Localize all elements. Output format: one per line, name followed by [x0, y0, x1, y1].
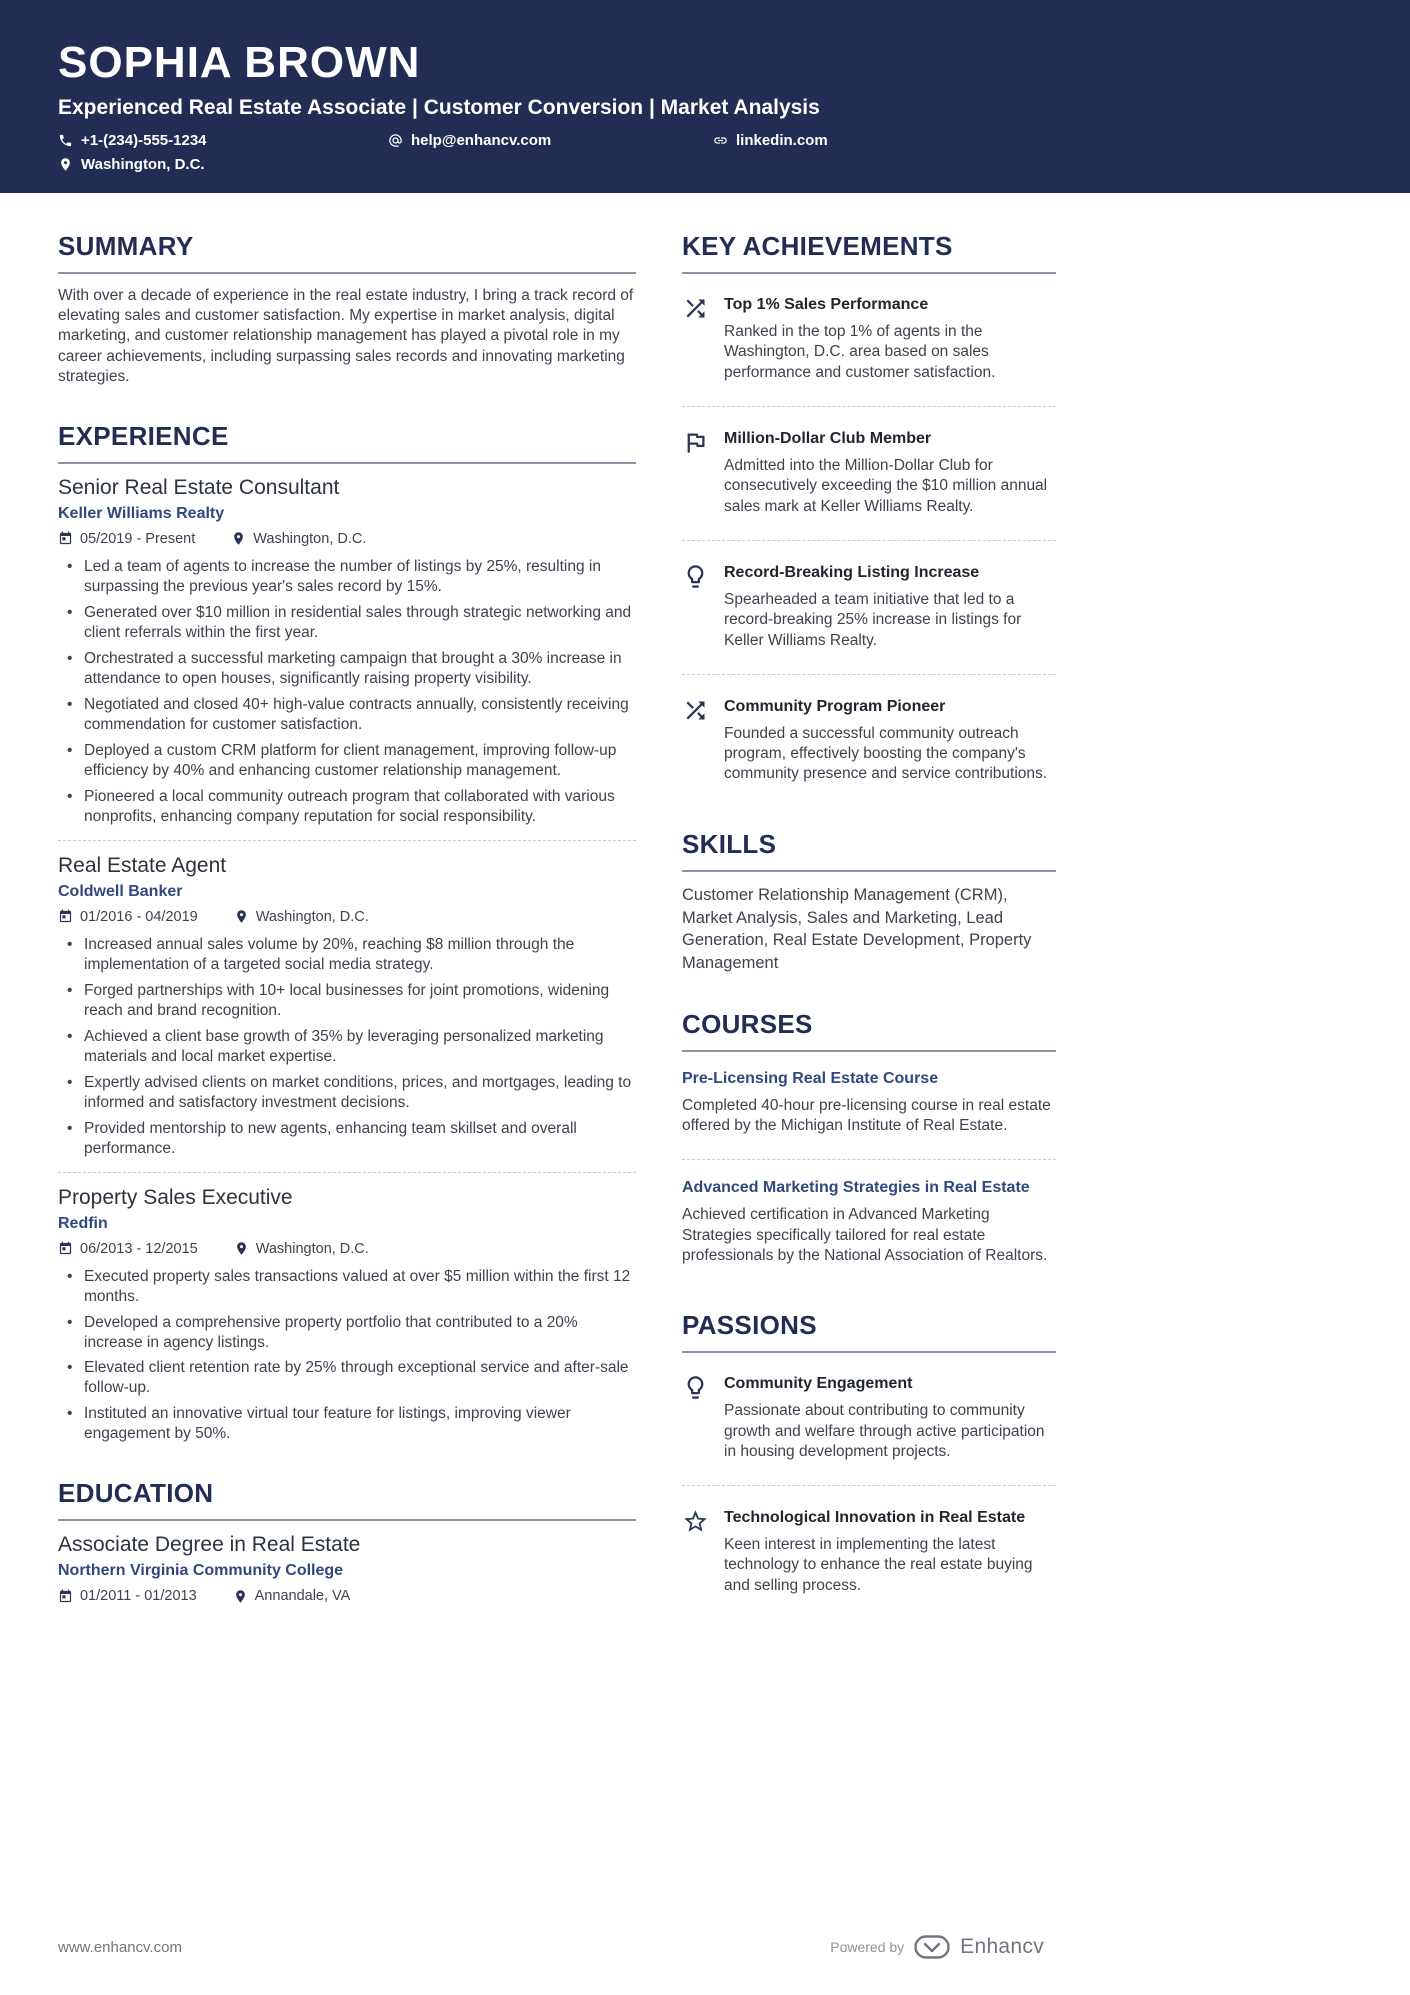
bullet: • Provided mentorship to new agents, enhancing team skillset and overall performance.	[58, 1119, 636, 1159]
passions-heading: PASSIONS	[682, 1310, 1056, 1353]
job-dates	[58, 1241, 198, 1257]
phone-text: +1-(234)-555-1234	[81, 132, 207, 150]
job-entry	[58, 476, 636, 827]
divider	[682, 540, 1056, 541]
calendar-icon	[58, 1241, 73, 1256]
experience-section	[58, 421, 636, 1445]
job-location	[234, 909, 369, 925]
bullet: • Orchestrated a successful marketing campaign that brought a 30% increase in attendance to open houses, significantly raising property visibility.	[58, 649, 636, 689]
school-name: Northern Virginia Community College	[58, 1562, 344, 1580]
email-link[interactable]	[388, 132, 713, 149]
passions-section	[682, 1310, 1056, 1606]
skills-heading: SKILLS	[682, 829, 1056, 872]
passion-text: Keen interest in implementing the latest technology to enhance the real estate buying and selling process.	[724, 1536, 1033, 1594]
experience-heading: EXPERIENCE	[58, 421, 636, 464]
trending-arrows-icon	[682, 696, 711, 785]
calendar-icon	[58, 1589, 73, 1604]
company-name: Coldwell Banker	[58, 882, 183, 900]
powered-by-label: Powered by	[830, 1939, 905, 1955]
location-text: Washington, D.C.	[81, 156, 205, 174]
divider	[682, 406, 1056, 407]
course-text: Completed 40-hour pre-licensing course in real estate offered by the Michigan Institute of Real Estate.	[682, 1096, 1051, 1135]
education-dates	[58, 1588, 197, 1604]
bullet: • Expertly advised clients on market conditions, prices, and mortgages, leading to informed and satisfactory investment decisions.	[58, 1073, 636, 1113]
page-footer	[58, 1935, 1044, 1959]
name: SOPHIA BROWN	[58, 38, 421, 87]
summary-text: With over a decade of experience in the real estate industry, I bring a track record of elevating sales and customer satisfaction. My expertise in market analysis, digital marketing, and customer relationship management has played a pivotal role in my career achievements, including surpassing sales records and innovating marketing strategies.	[58, 287, 634, 385]
achievement-item	[682, 420, 1056, 527]
location	[58, 156, 205, 173]
contact-row	[58, 132, 1352, 149]
dates-text: 06/2013 - 12/2015	[80, 1240, 198, 1257]
location-text: Washington, D.C.	[255, 1240, 369, 1257]
linkedin-link[interactable]	[713, 132, 828, 149]
achievement-text: Spearheaded a team initiative that led to a record-breaking 25% increase in listings for Keller Williams Realty.	[724, 590, 1022, 649]
divider	[58, 1172, 636, 1173]
job-bullets	[58, 557, 636, 827]
linkedin-text: linkedin.com	[736, 132, 828, 150]
bullet: • Led a team of agents to increase the number of listings by 25%, resulting in surpassing the previous year's sales record by 15%.	[58, 557, 636, 597]
achievement-item	[682, 286, 1056, 393]
job-dates	[58, 531, 195, 547]
headline: Experienced Real Estate Associate | Customer Conversion | Market Analysis	[58, 96, 820, 120]
bullet: • Instituted an innovative virtual tour feature for listings, improving viewer engagement by 50%.	[58, 1404, 636, 1444]
flag-icon	[682, 428, 711, 517]
lightbulb-icon	[682, 562, 711, 651]
powered-by-enhancv[interactable]	[830, 1935, 1044, 1959]
bullet: • Generated over $10 million in residential sales through strategic networking and client referrals within the first year.	[58, 603, 636, 643]
header	[0, 0, 1410, 193]
passion-text: Passionate about contributing to community growth and welfare through active participation in housing development projects.	[724, 1402, 1045, 1460]
bullet: • Executed property sales transactions valued at over $5 million within the first 12 months.	[58, 1267, 636, 1307]
job-meta	[58, 909, 636, 925]
achievement-item	[682, 554, 1056, 661]
star-icon	[682, 1507, 711, 1596]
course-title: Pre-Licensing Real Estate Course	[682, 1069, 939, 1087]
bullet: • Increased annual sales volume by 20%, reaching $8 million through the implementation of a targeted social media strategy.	[58, 935, 636, 975]
left-column	[58, 231, 636, 1640]
passion-item	[682, 1499, 1056, 1606]
bullet: • Pioneered a local community outreach program that collaborated with various nonprofits, enhancing company reputation for social responsibility.	[58, 787, 636, 827]
achievement-text: Founded a successful community outreach program, effectively boosting the company's community presence and service contributions.	[724, 724, 1048, 783]
job-entry	[58, 1186, 636, 1445]
degree: Associate Degree in Real Estate	[58, 1533, 361, 1557]
location-text: Washington, D.C.	[253, 530, 367, 547]
achievement-title: Community Program Pioneer	[724, 697, 946, 715]
link-icon	[713, 133, 728, 148]
job-location	[231, 531, 366, 547]
divider	[682, 1159, 1056, 1160]
lightbulb-icon	[682, 1373, 711, 1462]
company-name: Keller Williams Realty	[58, 504, 225, 522]
course-item	[682, 1173, 1056, 1276]
job-location	[234, 1241, 369, 1257]
job-title: Senior Real Estate Consultant	[58, 475, 340, 499]
calendar-icon	[58, 909, 73, 924]
achievement-title: Record-Breaking Listing Increase	[724, 563, 980, 581]
job-meta	[58, 531, 636, 547]
dates-text: 01/2011 - 01/2013	[80, 1588, 197, 1605]
achievements-heading: KEY ACHIEVEMENTS	[682, 231, 1056, 274]
education-meta	[58, 1588, 636, 1604]
achievement-item	[682, 688, 1056, 795]
job-meta	[58, 1241, 636, 1257]
achievement-title: Million-Dollar Club Member	[724, 430, 932, 448]
job-bullets	[58, 935, 636, 1159]
summary-section	[58, 231, 636, 387]
course-title: Advanced Marketing Strategies in Real Estate	[682, 1179, 1030, 1197]
dates-text: 01/2016 - 04/2019	[80, 908, 198, 925]
location-icon	[58, 157, 73, 172]
course-item	[682, 1064, 1056, 1147]
courses-heading: COURSES	[682, 1009, 1056, 1052]
bullet: • Deployed a custom CRM platform for client management, improving follow-up efficiency by 40% and enhancing customer relationship management.	[58, 741, 636, 781]
location-icon	[234, 1241, 249, 1256]
course-text: Achieved certification in Advanced Marketing Strategies specifically tailored for real estate professionals by the National Association of Realtors.	[682, 1206, 1048, 1264]
achievement-text: Admitted into the Million-Dollar Club for consecutively exceeding the $10 million annual sales mark at Keller Williams Realty.	[724, 457, 1048, 515]
passion-title: Community Engagement	[724, 1375, 913, 1393]
courses-section	[682, 1009, 1056, 1276]
location-icon	[234, 909, 249, 924]
enhancv-brand-text: Enhancv	[960, 1935, 1044, 1958]
bullet: • Elevated client retention rate by 25% through exceptional service and after-sale follow-up.	[58, 1358, 636, 1398]
right-column	[682, 231, 1056, 1640]
summary-heading: SUMMARY	[58, 231, 636, 274]
achievement-text: Ranked in the top 1% of agents in the Washington, D.C. area based on sales performance and customer satisfaction.	[724, 323, 996, 381]
bullet: • Achieved a client base growth of 35% by leveraging personalized marketing materials and local market expertise.	[58, 1027, 636, 1067]
bullet: • Forged partnerships with 10+ local businesses for joint promotions, widening reach and brand recognition.	[58, 981, 636, 1021]
trending-arrows-icon	[682, 294, 711, 383]
education-section	[58, 1478, 636, 1604]
phone-icon	[58, 133, 73, 148]
enhancv-logo-icon	[914, 1935, 950, 1959]
divider	[682, 1485, 1056, 1486]
achievements-section	[682, 231, 1056, 795]
calendar-icon	[58, 531, 73, 546]
education-heading: EDUCATION	[58, 1478, 636, 1521]
location-row	[58, 156, 1352, 173]
bullet: • Negotiated and closed 40+ high-value contracts annually, consistently receiving commendation for customer satisfaction.	[58, 695, 636, 735]
passion-title: Technological Innovation in Real Estate	[724, 1509, 1026, 1527]
email-icon	[388, 133, 403, 148]
enhancv-url[interactable]: www.enhancv.com	[58, 1938, 182, 1956]
job-title: Real Estate Agent	[58, 853, 227, 877]
divider	[682, 674, 1056, 675]
skills-section	[682, 829, 1056, 975]
job-dates	[58, 909, 198, 925]
job-title: Property Sales Executive	[58, 1185, 293, 1209]
job-bullets	[58, 1267, 636, 1445]
skills-list: Customer Relationship Management (CRM), Market Analysis, Sales and Marketing, Lead Generation, Real Estate Development, Property Management	[682, 885, 1032, 973]
location-icon	[233, 1589, 248, 1604]
location-text: Annandale, VA	[254, 1588, 351, 1605]
company-name: Redfin	[58, 1214, 108, 1232]
phone-number	[58, 132, 388, 149]
job-entry	[58, 854, 636, 1159]
bullet: • Developed a comprehensive property portfolio that contributed to a 20% increase in agency listings.	[58, 1313, 636, 1353]
location-text: Washington, D.C.	[255, 908, 369, 925]
education-location	[233, 1588, 351, 1604]
location-icon	[231, 531, 246, 546]
dates-text: 05/2019 - Present	[80, 530, 196, 547]
achievement-title: Top 1% Sales Performance	[724, 296, 929, 314]
email-text: help@enhancv.com	[411, 132, 552, 150]
passion-item	[682, 1365, 1056, 1472]
content-columns	[0, 231, 1410, 1640]
divider	[58, 840, 636, 841]
